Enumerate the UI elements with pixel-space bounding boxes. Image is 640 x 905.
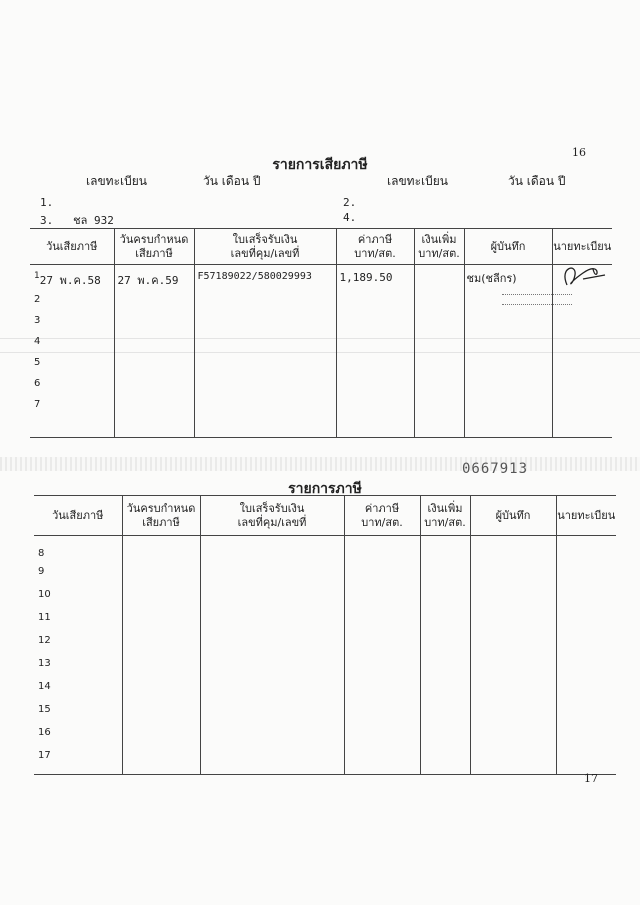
lower-title: รายการภาษี xyxy=(288,481,362,497)
col-paid-date: วันเสียภาษี xyxy=(34,496,122,536)
col-paid-date: วันเสียภาษี xyxy=(30,229,114,265)
table-row: 6 xyxy=(30,376,612,397)
col-surcharge: เงินเพิ่ม บาท/สต. xyxy=(414,229,464,265)
upper-tax-table xyxy=(30,228,612,438)
reg-row-2: 2. xyxy=(343,196,357,209)
recorder-stamp-lines xyxy=(502,285,572,305)
table-row: 13 xyxy=(34,654,616,677)
date-label-right: วัน เดือน ปี xyxy=(508,174,566,188)
lower-tax-table xyxy=(34,495,616,775)
table-row: 4 xyxy=(30,334,612,355)
table-row: 8 xyxy=(34,536,616,563)
col-recorder: ผู้บันทึก xyxy=(470,496,556,536)
col-registrar: นายทะเบียน xyxy=(556,496,616,536)
col-receipt: ใบเสร็จรับเงิน เลขที่คุม/เลขที่ xyxy=(194,229,336,265)
page-number-top: 16 xyxy=(572,146,586,159)
table-row: 5 xyxy=(30,355,612,376)
upper-title: รายการเสียภาษี xyxy=(272,157,368,173)
table-row: 14 xyxy=(34,677,616,700)
table-row: 11 xyxy=(34,608,616,631)
page-number-bottom: 17 xyxy=(584,772,598,785)
col-recorder: ผู้บันทึก xyxy=(464,229,552,265)
table-row: 16 xyxy=(34,723,616,746)
col-registrar: นายทะเบียน xyxy=(552,229,612,265)
serial-number: 0667913 xyxy=(462,461,529,477)
table-row: 9 xyxy=(34,562,616,585)
table-row: 12 xyxy=(34,631,616,654)
reg-row-3: 3. ชล 932 xyxy=(40,214,114,227)
table-row: 10 xyxy=(34,585,616,608)
reg-row-1: 1. xyxy=(40,196,54,209)
col-tax: ค่าภาษี บาท/สต. xyxy=(336,229,414,265)
reg-label-right: เลขทะเบียน xyxy=(387,174,448,188)
table-row: 3 xyxy=(30,313,612,334)
date-label-left: วัน เดือน ปี xyxy=(203,174,261,188)
col-due-date: วันครบกำหนด เสียภาษี xyxy=(114,229,194,265)
reg-row-4: 4. xyxy=(343,211,357,224)
table-row: 7 xyxy=(30,397,612,438)
col-due-date: วันครบกำหนด เสียภาษี xyxy=(122,496,200,536)
table-row: 15 xyxy=(34,700,616,723)
table-row: 17 xyxy=(34,746,616,775)
reg-label-left: เลขทะเบียน xyxy=(86,174,147,188)
col-tax: ค่าภาษี บาท/สต. xyxy=(344,496,420,536)
col-receipt: ใบเสร็จรับเงิน เลขที่คุม/เลขที่ xyxy=(200,496,344,536)
col-surcharge: เงินเพิ่ม บาท/สต. xyxy=(420,496,470,536)
table-row: $^1$27 พ.ค.58 27 พ.ค.59 F57189022/580029993 1,189.50 ชม(ชลีกร) xyxy=(30,265,612,293)
torn-edge xyxy=(0,457,640,471)
table-row: 2 xyxy=(30,292,612,313)
